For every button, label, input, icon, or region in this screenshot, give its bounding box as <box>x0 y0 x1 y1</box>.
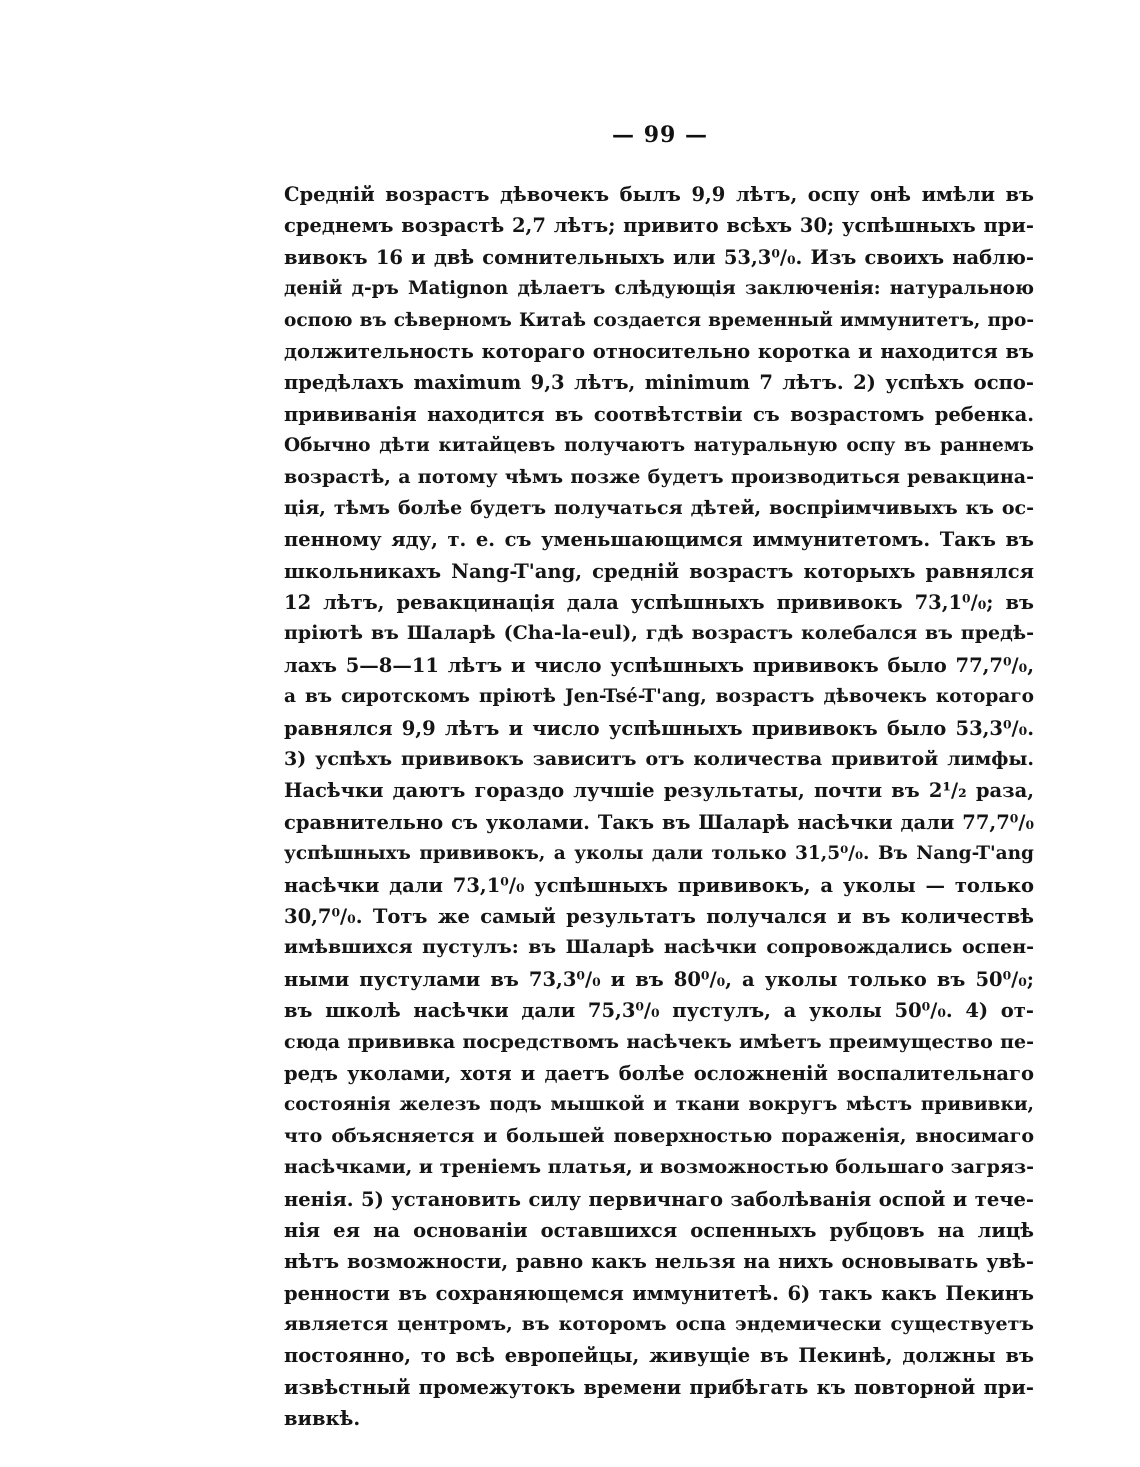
text-line: пріютѣ въ Шаларѣ (Cha-la-eul), гдѣ возрастъ колебался въ предѣ- <box>284 622 1034 645</box>
body-text <box>284 179 1034 1435</box>
page-number: — 99 — <box>612 122 708 148</box>
text-line: равнялся 9,9 лѣтъ и число успѣшныхъ прививокъ было 53,3⁰/₀. <box>284 716 1034 740</box>
text-line: среднемъ возрастѣ 2,7 лѣтъ; привито всѣхъ 30; успѣшныхъ при- <box>284 214 1034 238</box>
text-line: редъ уколами, хотя и даетъ болѣе осложненій воспалительнаго <box>284 1061 1034 1085</box>
text-line: извѣстный промежутокъ времени прибѣгать къ повторной при- <box>284 1375 1034 1399</box>
text-line: сюда прививка посредствомъ насѣчекъ имѣетъ преимущество пе- <box>284 1030 1034 1053</box>
text-line: прививанія находится въ соотвѣтствіи съ возрастомъ ребенка. <box>284 402 1034 426</box>
text-line: ненія. 5) установить силу первичнаго заболѣванія оспой и тече- <box>284 1187 1034 1211</box>
text-line: 3) успѣхъ прививокъ зависитъ отъ количества привитой лимфы. <box>284 748 1034 771</box>
text-line: ція, тѣмъ болѣе будетъ получаться дѣтей, воспріимчивыхъ къ ос- <box>284 496 1034 519</box>
text-line: а въ сиротскомъ пріютѣ Jen-Tsé-T'ang, возрастъ дѣвочекъ котораго <box>284 686 1034 708</box>
text-line: нѣтъ возможности, равно какъ нельзя на нихъ основывать увѣ- <box>284 1250 1034 1274</box>
text-line: 30,7⁰/₀. Тотъ же самый результатъ получался и въ количествѣ <box>284 904 1034 928</box>
text-line: школьникахъ Nang-T'ang, средній возрастъ которыхъ равнялся <box>284 559 1034 583</box>
text-line: Насѣчки даютъ гораздо лучшіе результаты, почти въ 2¹/₂ раза, <box>284 779 1034 803</box>
text-line: возрастѣ, а потому чѣмъ позже будетъ производиться ревакцина- <box>284 465 1034 488</box>
text-line: насѣчками, и треніемъ платья, и возможностью большаго загряз- <box>284 1156 1034 1179</box>
text-line: пенному яду, т. е. съ уменьшающимся иммунитетомъ. Такъ въ <box>284 528 1034 552</box>
text-line: предѣлахъ maximum 9,3 лѣтъ, minimum 7 лѣтъ. 2) успѣхъ оспо- <box>284 371 1034 395</box>
text-line: въ школѣ насѣчки дали 75,3⁰/₀ пустулъ, а уколы 50⁰/₀. 4) от- <box>284 999 1034 1023</box>
text-line: сравнительно съ уколами. Такъ въ Шаларѣ насѣчки дали 77,7⁰/₀ <box>284 810 1034 834</box>
text-line: деній д-ръ Matignon дѣлаетъ слѣдующія заключенія: натуральною <box>284 278 1034 300</box>
text-line: что объясняется и большей поверхностью пораженія, вносимаго <box>284 1124 1034 1147</box>
text-line: состоянія железъ подъ мышкой и ткани вокругъ мѣстъ прививки, <box>284 1094 1034 1116</box>
text-line: имѣвшихся пустулъ: въ Шаларѣ насѣчки сопровождались оспен- <box>284 936 1034 959</box>
text-line: нія ея на основаніи оставшихся оспенныхъ рубцовъ на лицѣ <box>284 1218 1034 1242</box>
text-line: Обычно дѣти китайцевъ получаютъ натуральную оспу въ раннемъ <box>284 435 1034 457</box>
text-line: ренности въ сохраняющемся иммунитетѣ. 6) такъ какъ Пекинъ <box>284 1281 1034 1305</box>
text-line: оспою въ сѣверномъ Китаѣ создается временный иммунитетъ, про- <box>284 309 1034 331</box>
text-line: насѣчки дали 73,1⁰/₀ успѣшныхъ прививокъ, а уколы — только <box>284 873 1034 897</box>
text-line: успѣшныхъ прививокъ, а уколы дали только 31,5⁰/₀. Въ Nang-T'ang <box>284 843 1034 865</box>
text-line: вивкѣ. <box>284 1407 361 1431</box>
text-line: Средній возрастъ дѣвочекъ былъ 9,9 лѣтъ, оспу онѣ имѣли въ <box>284 183 1034 206</box>
text-line: должительность котораго относительно коротка и находится въ <box>284 339 1034 363</box>
text-line: 12 лѣтъ, ревакцинація дала успѣшныхъ прививокъ 73,1⁰/₀; въ <box>284 591 1034 615</box>
text-line: постоянно, то всѣ европейцы, живущіе въ Пекинѣ, должны въ <box>284 1344 1034 1368</box>
text-line: является центромъ, въ которомъ оспа эндемически существуетъ <box>284 1313 1034 1336</box>
text-line: ными пустулами въ 73,3⁰/₀ и въ 80⁰/₀, а уколы только въ 50⁰/₀; <box>284 967 1034 991</box>
text-line: вивокъ 16 и двѣ сомнительныхъ или 53,3⁰/₀. Изъ своихъ наблю- <box>284 245 1034 269</box>
text-line: лахъ 5—8—11 лѣтъ и число успѣшныхъ прививокъ было 77,7⁰/₀, <box>284 653 1034 677</box>
